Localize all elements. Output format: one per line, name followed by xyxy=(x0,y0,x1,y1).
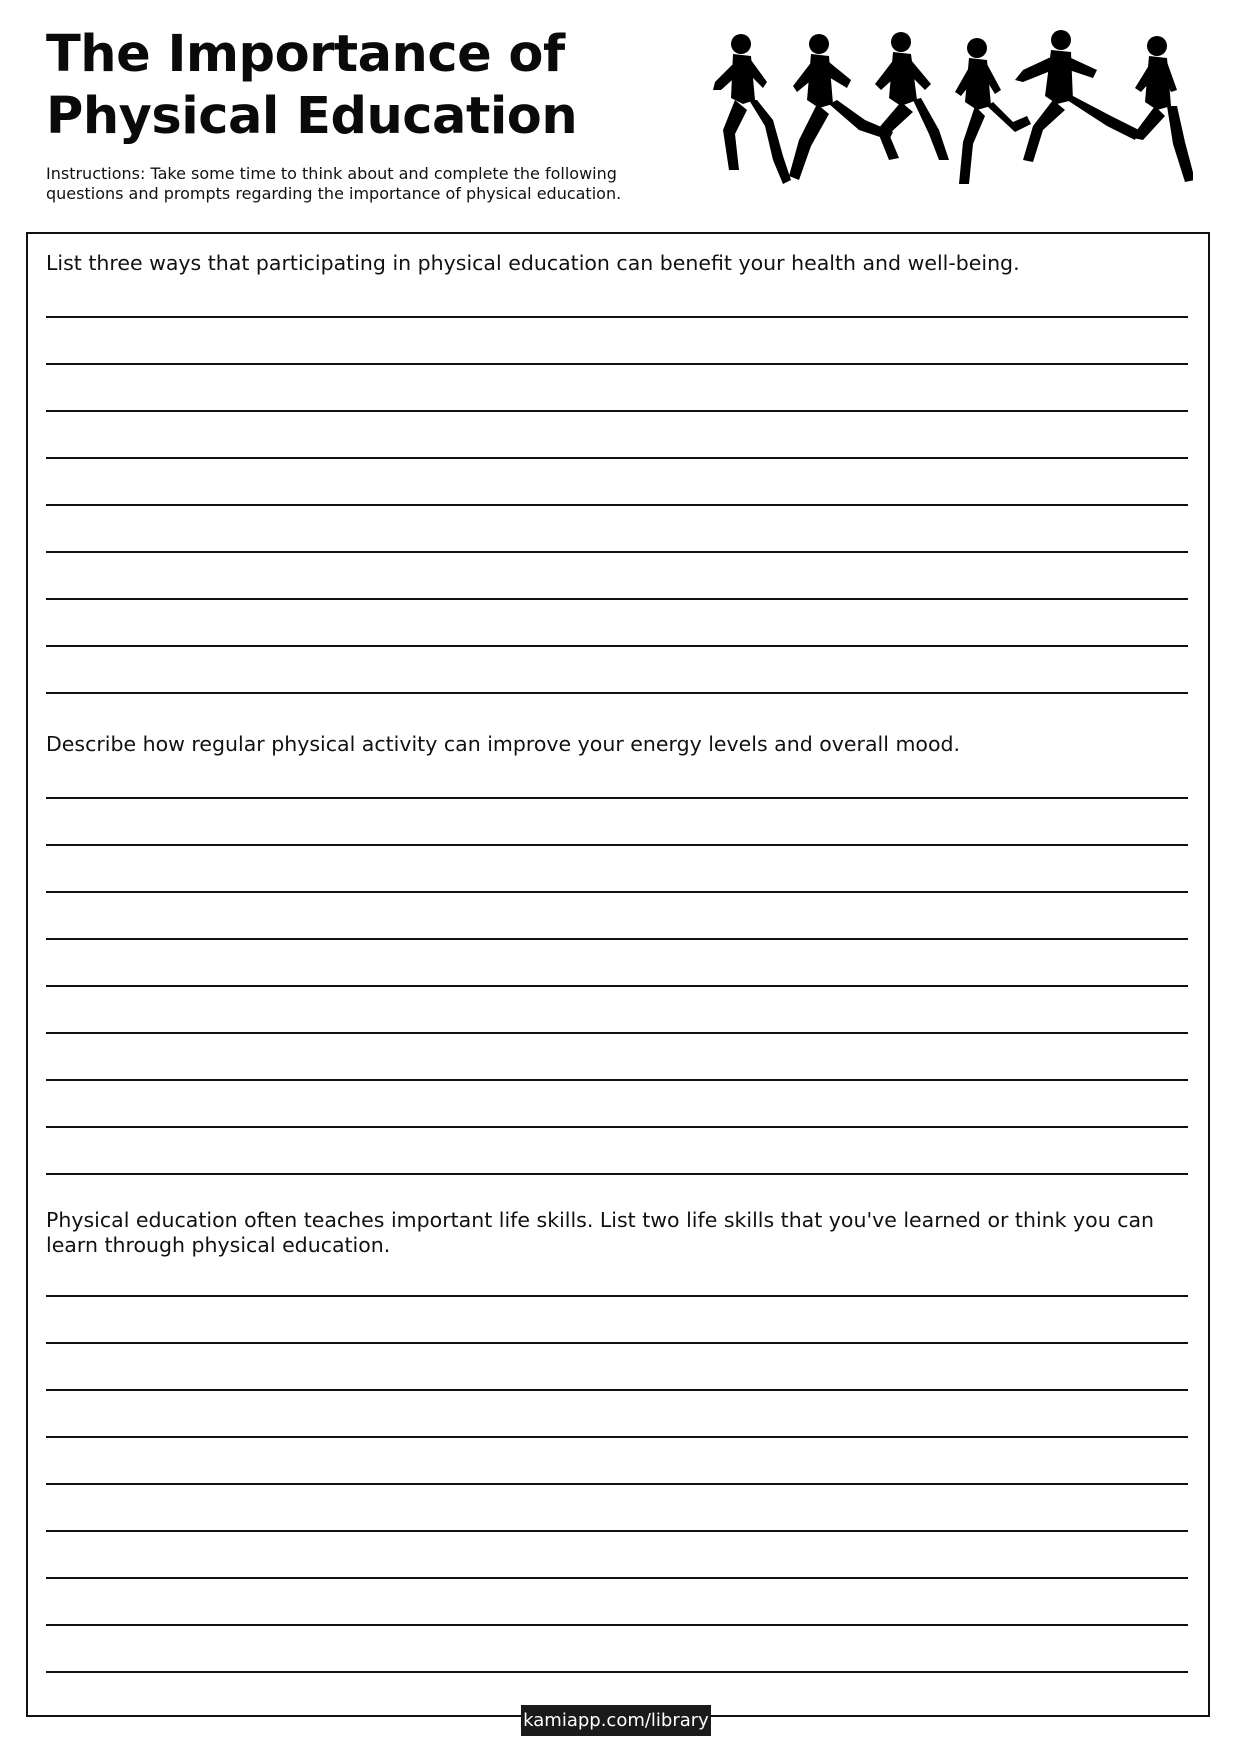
answer-line[interactable] xyxy=(46,645,1188,647)
runner-figure-2 xyxy=(789,34,893,180)
answer-line[interactable] xyxy=(46,1079,1188,1081)
answer-line[interactable] xyxy=(46,938,1188,940)
answer-line[interactable] xyxy=(46,692,1188,694)
runner-figure-1 xyxy=(713,34,791,184)
answer-line[interactable] xyxy=(46,1295,1188,1297)
answer-line[interactable] xyxy=(46,1530,1188,1532)
question-3-prompt: Physical education often teaches important life skills. List two life skills that you've learned or think you can learn through physical education. xyxy=(46,1208,1155,1257)
answer-line[interactable] xyxy=(46,1126,1188,1128)
runner-figure-4 xyxy=(955,38,1031,184)
answer-line[interactable] xyxy=(46,1671,1188,1673)
answer-line[interactable] xyxy=(46,985,1188,987)
answer-line[interactable] xyxy=(46,457,1188,459)
answer-line[interactable] xyxy=(46,551,1188,553)
answer-line[interactable] xyxy=(46,1032,1188,1034)
answer-line[interactable] xyxy=(46,1389,1188,1391)
answer-line[interactable] xyxy=(46,1624,1188,1626)
running-figures-icon xyxy=(713,30,1193,195)
answer-line[interactable] xyxy=(46,797,1188,799)
worksheet-title xyxy=(46,24,577,148)
question-2-prompt: Describe how regular physical activity can improve your energy levels and overall mood. xyxy=(46,732,961,756)
answer-line[interactable] xyxy=(46,1577,1188,1579)
answer-line[interactable] xyxy=(46,844,1188,846)
instructions-text xyxy=(46,164,686,204)
title-line-2: Physical Education xyxy=(46,87,578,146)
answer-line[interactable] xyxy=(46,1173,1188,1175)
question-1-answer-area[interactable] xyxy=(46,316,1188,694)
answer-line[interactable] xyxy=(46,598,1188,600)
runner-figure-6 xyxy=(1133,36,1193,182)
question-2-answer-area[interactable] xyxy=(46,797,1188,1175)
title-line-1: The Importance of xyxy=(46,25,565,84)
instructions-line-2: questions and prompts regarding the importance of physical education. xyxy=(46,184,622,203)
answer-line[interactable] xyxy=(46,504,1188,506)
answer-line[interactable] xyxy=(46,1436,1188,1438)
answer-line[interactable] xyxy=(46,1483,1188,1485)
answer-line[interactable] xyxy=(46,891,1188,893)
question-1-prompt: List three ways that participating in physical education can benefit your health and well-being. xyxy=(46,251,1020,275)
question-3-answer-area[interactable] xyxy=(46,1295,1188,1673)
answer-line[interactable] xyxy=(46,410,1188,412)
answer-line[interactable] xyxy=(46,1342,1188,1344)
runner-figure-5 xyxy=(1015,30,1139,162)
answer-line[interactable] xyxy=(46,363,1188,365)
footer-url-badge[interactable]: kamiapp.com/library xyxy=(521,1705,711,1736)
instructions-line-1: Instructions: Take some time to think about and complete the following xyxy=(46,164,617,183)
answer-line[interactable] xyxy=(46,316,1188,318)
runner-figure-3 xyxy=(875,32,949,160)
